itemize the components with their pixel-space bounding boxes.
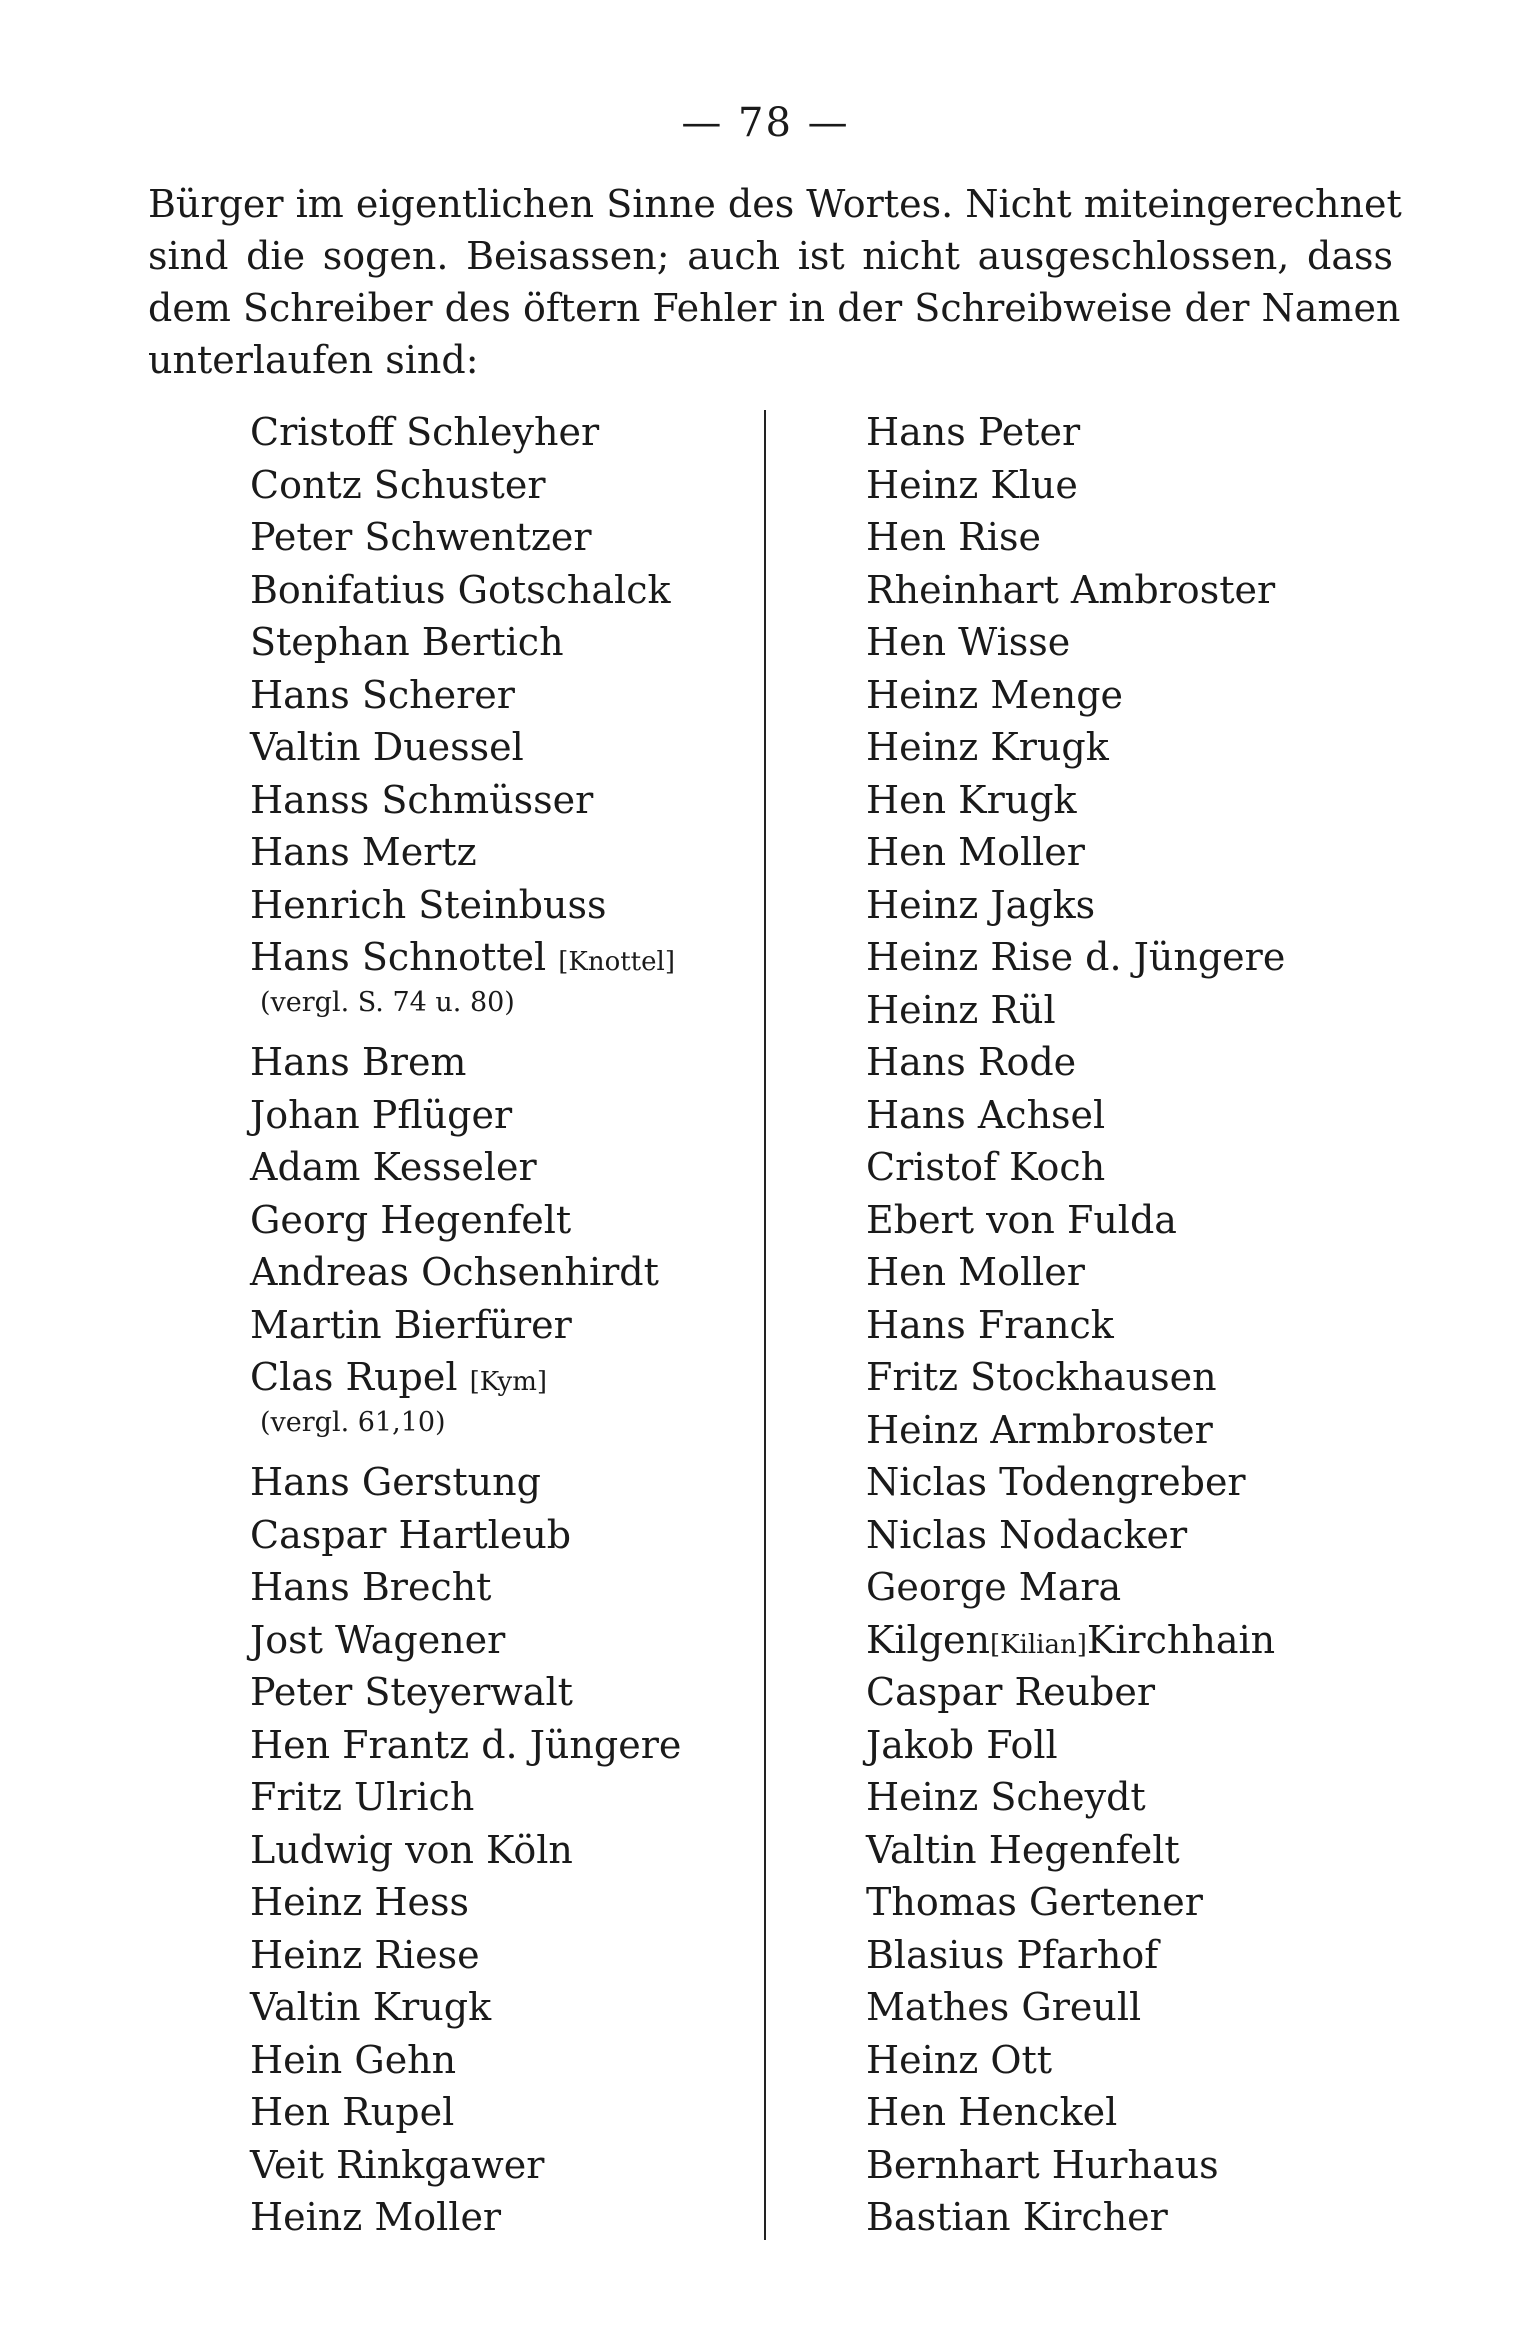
name-entry (866, 984, 1426, 1037)
name-line (866, 1299, 1426, 1352)
name-line (866, 511, 1426, 564)
name-entry (866, 1824, 1426, 1877)
name-entry (250, 826, 730, 879)
name-entry (250, 1666, 730, 1719)
reference-note: (vergl. 61,10) (260, 1406, 446, 1438)
name-entry (866, 826, 1426, 879)
name-entry (866, 1719, 1426, 1772)
person-name: Heinz Armbroster (866, 1407, 1213, 1452)
name-line (250, 1719, 730, 1772)
intro-line: unterlaufen sind: (148, 338, 479, 382)
name-line (250, 1089, 730, 1142)
person-name: Heinz Moller (250, 2195, 502, 2239)
name-entry (250, 2086, 730, 2139)
name-entry (250, 2139, 730, 2192)
person-name: Hans Gerstung (250, 1460, 541, 1504)
name-line (866, 984, 1426, 1037)
person-name: Hans Brecht (250, 1565, 492, 1609)
person-name: Bernhart Hurhaus (866, 2142, 1219, 2187)
person-name: Hans Schnottel (250, 935, 547, 979)
person-name: Jost Wagener (250, 1617, 506, 1662)
name-line (250, 1141, 730, 1194)
name-line (866, 1824, 1426, 1877)
name-line (250, 564, 730, 617)
name-line (866, 1561, 1426, 1614)
name-line (250, 1509, 730, 1562)
name-entry (250, 1036, 730, 1089)
person-name: Niclas Nodacker (866, 1512, 1188, 1557)
person-name: Martin Bierfürer (250, 1302, 572, 1347)
column-divider (764, 410, 766, 2240)
person-name: Henrich Steinbuss (250, 882, 607, 927)
person-name: Hans Peter (866, 410, 1081, 454)
name-entry (250, 1141, 730, 1194)
person-name: Heinz Klue (866, 462, 1078, 507)
person-name: Hen Wisse (866, 620, 1071, 664)
person-name: Hen Frantz d. Jüngere (250, 1722, 682, 1767)
name-entry (250, 511, 730, 564)
name-line (250, 931, 730, 989)
name-entry (250, 1194, 730, 1247)
name-entry (250, 879, 730, 932)
name-entry (866, 459, 1426, 512)
person-name: Heinz Scheydt (866, 1775, 1146, 1819)
person-name: Caspar Hartleub (250, 1512, 572, 1557)
name-line (866, 2034, 1426, 2087)
person-name: Bonifatius Gotschalck (250, 567, 671, 612)
name-entry (250, 2034, 730, 2087)
name-line (250, 1561, 730, 1614)
name-line (250, 2034, 730, 2087)
name-line (866, 826, 1426, 879)
name-entry (866, 1299, 1426, 1352)
name-entry (866, 1456, 1426, 1509)
name-entry (866, 1036, 1426, 1089)
person-name: Thomas Gertener (866, 1880, 1203, 1924)
reference-note: (vergl. S. 74 u. 80) (260, 986, 515, 1018)
name-line (866, 1929, 1426, 1982)
name-entry (250, 1771, 730, 1824)
person-name: Blasius Pfarhof (866, 1932, 1159, 1977)
name-entry (866, 1404, 1426, 1457)
person-name: Heinz Rise d. Jüngere (866, 935, 1286, 979)
name-line (866, 1351, 1426, 1404)
bracket-annotation: [Kilian] (989, 1629, 1087, 1660)
name-entry (866, 1351, 1426, 1404)
name-line (866, 1456, 1426, 1509)
name-entry (866, 2086, 1426, 2139)
person-name: Hans Rode (866, 1040, 1077, 1084)
name-entry (250, 1719, 730, 1772)
name-entry (866, 616, 1426, 669)
name-line (250, 1036, 730, 1089)
person-name: Hans Brem (250, 1040, 467, 1084)
name-entry (866, 1246, 1426, 1299)
person-name: Fritz Stockhausen (866, 1355, 1217, 1399)
person-name: Peter Steyerwalt (250, 1670, 573, 1714)
person-name: Heinz Ott (866, 2037, 1053, 2082)
person-name: Stephan Bertich (250, 620, 564, 664)
name-entry (250, 1246, 730, 1299)
name-entry (250, 669, 730, 722)
person-name: Mathes Greull (866, 1985, 1142, 2029)
name-line (250, 826, 730, 879)
name-line (866, 2139, 1426, 2192)
name-line (866, 1509, 1426, 1562)
name-line (250, 459, 730, 512)
person-name: Heinz Menge (866, 672, 1124, 717)
name-entry (250, 1929, 730, 1982)
name-entry (250, 1456, 730, 1509)
name-line (250, 1614, 730, 1667)
name-entry (866, 1981, 1426, 2034)
name-line (866, 406, 1426, 459)
name-line (250, 1876, 730, 1929)
name-entry (866, 1771, 1426, 1824)
name-line (866, 1089, 1426, 1142)
name-line (250, 1456, 730, 1509)
person-name: Hen Rise (866, 515, 1041, 559)
person-name: Georg Hegenfelt (250, 1197, 572, 1242)
name-entry (250, 406, 730, 459)
name-entry (866, 931, 1426, 984)
name-line (250, 1771, 730, 1824)
name-line (250, 879, 730, 932)
name-entry (250, 1299, 730, 1352)
name-entry (250, 1614, 730, 1667)
name-line (250, 511, 730, 564)
name-line (250, 1981, 730, 2034)
person-name: Fritz Ulrich (250, 1775, 475, 1819)
name-entry (250, 1509, 730, 1562)
person-name: Heinz Krugk (866, 725, 1109, 769)
name-line (250, 1351, 730, 1409)
name-line (866, 564, 1426, 617)
person-name: Adam Kesseler (250, 1145, 537, 1189)
person-name: Hans Mertz (250, 830, 477, 874)
name-line (866, 2086, 1426, 2139)
name-line (866, 2191, 1426, 2244)
name-entry (250, 1561, 730, 1614)
name-line (866, 721, 1426, 774)
person-name: Hen Moller (866, 830, 1085, 874)
person-name: Hein Gehn (250, 2037, 457, 2082)
person-name: George Mara (866, 1565, 1122, 1609)
person-name: Hans Scherer (250, 672, 515, 717)
bracket-annotation: [Kym] (469, 1367, 547, 1397)
person-name: Heinz Rül (866, 987, 1056, 1032)
name-line (250, 721, 730, 774)
name-line (866, 459, 1426, 512)
name-entry (250, 564, 730, 617)
name-line (866, 879, 1426, 932)
person-name: Ludwig von Köln (250, 1827, 573, 1872)
name-line (250, 2191, 730, 2244)
person-name: Veit Rinkgawer (250, 2142, 545, 2187)
name-entry (250, 616, 730, 669)
intro-line: sind die sogen. Beisassen; auch ist nicht ausgeschlossen, dass (148, 234, 1393, 278)
person-name: Hanss Schmüsser (250, 777, 594, 822)
person-name: Niclas Todengreber (866, 1460, 1246, 1504)
name-line (250, 1666, 730, 1719)
name-line (250, 1929, 730, 1982)
name-line (250, 1194, 730, 1247)
name-entry (866, 1194, 1426, 1247)
name-entry (866, 1666, 1426, 1719)
name-entry (866, 2139, 1426, 2192)
name-line (250, 669, 730, 722)
name-entry (866, 669, 1426, 722)
name-entry (866, 1141, 1426, 1194)
name-entry (866, 1614, 1426, 1667)
person-name: Valtin Hegenfelt (866, 1827, 1180, 1872)
name-entry (250, 1876, 730, 1929)
name-line (866, 1666, 1426, 1719)
person-name: Hen Henckel (866, 2090, 1118, 2134)
name-line (866, 1981, 1426, 2034)
name-entry (866, 511, 1426, 564)
name-entry (866, 1561, 1426, 1614)
name-entry (250, 2191, 730, 2244)
name-entry (250, 1981, 730, 2034)
person-name: Caspar Reuber (866, 1670, 1156, 1714)
name-entry (250, 931, 730, 1036)
intro-line: Bürger im eigentlichen Sinne des Wortes. Nicht miteingerechnet (148, 182, 1402, 226)
person-name: Kilgen (866, 1617, 990, 1662)
page-number: — 78 — (681, 100, 850, 146)
name-entry (866, 879, 1426, 932)
name-line (866, 1246, 1426, 1299)
name-line (250, 1824, 730, 1877)
name-line (866, 1404, 1426, 1457)
name-entry (866, 406, 1426, 459)
person-name: Rheinhart Ambroster (866, 567, 1276, 612)
intro-line: dem Schreiber des öftern Fehler in der Schreibweise der Namen (148, 286, 1401, 330)
person-name: Andreas Ochsenhirdt (250, 1250, 659, 1294)
person-name: Clas Rupel (250, 1355, 458, 1399)
name-line (250, 774, 730, 827)
name-line (866, 1614, 1426, 1672)
person-name: Cristof Koch (866, 1145, 1106, 1189)
person-name: Hans Franck (866, 1302, 1114, 1347)
name-entry (866, 1089, 1426, 1142)
name-line (866, 669, 1426, 722)
person-name: Valtin Krugk (250, 1985, 492, 2029)
name-entry (866, 1929, 1426, 1982)
name-line (250, 616, 730, 669)
name-line (866, 1771, 1426, 1824)
name-entry (866, 564, 1426, 617)
name-entry (866, 2191, 1426, 2244)
name-entry (250, 721, 730, 774)
name-line (250, 406, 730, 459)
person-name: Hen Krugk (866, 777, 1077, 822)
person-name: Bastian Kircher (866, 2195, 1168, 2239)
bracket-annotation: [Knottel] (558, 947, 675, 977)
name-entry (250, 1351, 730, 1456)
person-name: Cristoff Schleyher (250, 410, 600, 454)
person-name: Jakob Foll (866, 1722, 1058, 1767)
name-line (250, 2139, 730, 2192)
person-name: Hans Achsel (866, 1092, 1106, 1137)
person-name: Heinz Hess (250, 1880, 469, 1924)
name-line (866, 616, 1426, 669)
name-line (866, 1876, 1426, 1929)
name-line (866, 774, 1426, 827)
intro-paragraph (148, 178, 1402, 386)
person-name: Hen Moller (866, 1250, 1085, 1294)
name-line (866, 931, 1426, 984)
person-name: Heinz Jagks (866, 882, 1096, 927)
name-entry (250, 774, 730, 827)
name-entry (250, 1089, 730, 1142)
name-entry (250, 1824, 730, 1877)
name-entry (866, 2034, 1426, 2087)
person-name: Peter Schwentzer (250, 515, 592, 559)
name-suffix: Kirchhain (1086, 1617, 1276, 1662)
name-list-right (866, 406, 1426, 2244)
name-list-left (250, 406, 730, 2244)
name-line (866, 1141, 1426, 1194)
name-line (250, 2086, 730, 2139)
person-name: Hen Rupel (250, 2090, 455, 2134)
name-line (866, 1719, 1426, 1772)
person-name: Ebert von Fulda (866, 1197, 1177, 1242)
name-entry (866, 774, 1426, 827)
name-line (866, 1036, 1426, 1089)
name-entry (866, 721, 1426, 774)
name-line (250, 1299, 730, 1352)
person-name: Valtin Duessel (250, 725, 524, 769)
name-line (866, 1194, 1426, 1247)
name-entry (250, 459, 730, 512)
person-name: Johan Pflüger (250, 1092, 513, 1137)
name-line (250, 1246, 730, 1299)
name-entry (866, 1509, 1426, 1562)
person-name: Contz Schuster (250, 462, 546, 507)
name-entry (866, 1876, 1426, 1929)
person-name: Heinz Riese (250, 1932, 480, 1977)
